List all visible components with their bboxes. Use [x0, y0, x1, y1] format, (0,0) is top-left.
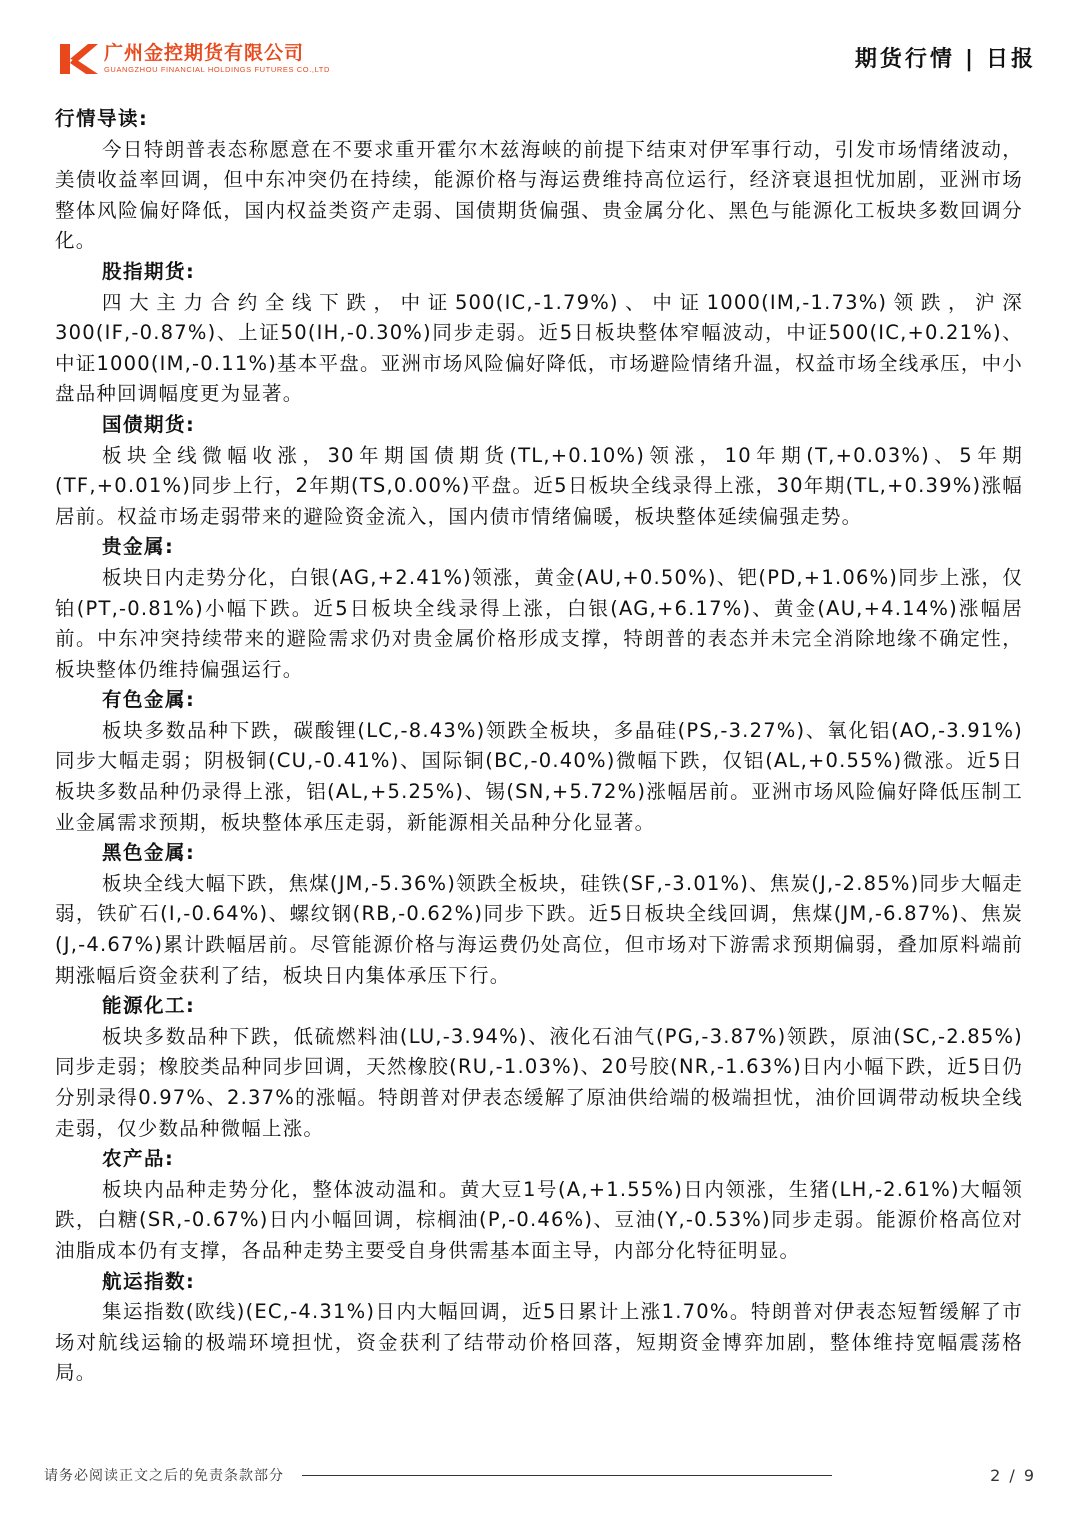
page-number: 2 / 9 — [990, 1465, 1036, 1485]
section-body-nonferrous: 板块多数品种下跌，碳酸锂(LC,-8.43%)领跌全板块，多晶硅(PS,-3.27%)、氧化铝(AO,-3.91%)同步大幅走弱；阴极铜(CU,-0.41%)、国际铜(BC,-0.40%)微幅下跌，仅铝(AL,+0.55%)微涨。近5日板块多数品种仍录得上涨，铝(AL,+5.25%)、锡(SN,+5.72%)涨幅居前。亚洲市场风险偏好降低压制工业金属需求预期，板块整体承压走弱，新能源相关品种分化显著。 — [55, 718, 1023, 834]
section-title-precious-metals: 贵金属: — [102, 535, 175, 559]
footer-rule — [302, 1475, 832, 1476]
section-body-energy-chem: 板块多数品种下跌，低硫燃料油(LU,-3.94%)、液化石油气(PG,-3.87%)领跌，原油(SC,-2.85%)同步走弱；橡胶类品种同步回调，天然橡胶(RU,-1.03%)、20号胶(NR,-1.63%)日内小幅下跌，近5日仍分别录得0.97%、2.37%的涨幅。特朗普对伊表态缓解了原油供给端的极端担忧，油价回调带动板块全线走弱，仅少数品种微幅上涨。 — [55, 1024, 1023, 1140]
section-body-treasury: 板块全线微幅收涨，30年期国债期货(TL,+0.10%)领涨，10年期(T,+0.03%)、5年期(TF,+0.01%)同步上行，2年期(TS,0.00%)平盘。近5日板块全线录得上涨，30年期(TL,+0.39%)涨幅居前。权益市场走弱带来的避险资金流入，国内债市情绪偏暖，板块整体延续偏强走势。 — [55, 443, 1023, 528]
report-body — [55, 104, 1023, 1389]
page-footer — [44, 1461, 1036, 1489]
section-title-ferrous: 黑色金属: — [102, 841, 196, 865]
section-body-stock-index: 四大主力合约全线下跌，中证500(IC,-1.79%)、中证1000(IM,-1.73%)领跌，沪深300(IF,-0.87%)、上证50(IH,-0.30%)同步走弱。近5日板块整体窄幅波动，中证500(IC,+0.21%)、中证1000(IM,-0.11%)基本平盘。亚洲市场风险偏好降低，市场避险情绪升温，权益市场全线承压，中小盘品种回调幅度更为显著。 — [55, 290, 1023, 406]
section-title-nonferrous: 有色金属: — [102, 688, 196, 712]
company-name-en: GUANGZHOU FINANCIAL HOLDINGS FUTURES CO.,LTD — [104, 65, 330, 74]
section-title-treasury: 国债期货: — [102, 412, 196, 436]
report-category: 期货行情 — [854, 47, 955, 72]
section-title-shipping: 航运指数: — [102, 1269, 196, 1293]
section-body-shipping: 集运指数(欧线)(EC,-4.31%)日内大幅回调，近5日累计上涨1.70%。特朗普对伊表态短暂缓解了市场对航线运输的极端环境担忧，资金获利了结带动价格回落，短期资金博弈加剧，整体维持宽幅震荡格局。 — [55, 1300, 1023, 1385]
section-title-agriculture: 农产品: — [102, 1147, 175, 1171]
section-body-ferrous: 板块全线大幅下跌，焦煤(JM,-5.36%)领跌全板块，硅铁(SF,-3.01%)、焦炭(J,-2.85%)同步大幅走弱，铁矿石(I,-0.64%)、螺纹钢(RB,-0.62%)同步下跌。近5日板块全线回调，焦煤(JM,-6.87%)、焦炭(J,-4.67%)累计跌幅居前。尽管能源价格与海运费仍处高位，但市场对下游需求预期偏弱，叠加原料端前期涨幅后资金获利了结，板块日内集体承压下行。 — [55, 871, 1023, 987]
company-logo — [58, 42, 330, 78]
section-body-overview: 今日特朗普表态称愿意在不要求重开霍尔木兹海峡的前提下结束对伊军事行动，引发市场情绪波动，美债收益率回调，但中东冲突仍在持续，能源价格与海运费维持高位运行，经济衰退担忧加剧，亚洲市场整体风险偏好降低，国内权益类资产走弱、国债期货偏强、贵金属分化、黑色与能源化工板块多数回调分化。 — [55, 137, 1023, 253]
section-body-agriculture: 板块内品种走势分化，整体波动温和。黄大豆1号(A,+1.55%)日内领涨，生猪(LH,-2.61%)大幅领跌，白糖(SR,-0.67%)日内小幅回调，棕榈油(P,-0.46%)、豆油(Y,-0.53%)同步走弱。能源价格高位对油脂成本仍有支撑，各品种走势主要受自身供需基本面主导，内部分化特征明显。 — [55, 1177, 1023, 1262]
report-type — [855, 42, 1036, 73]
section-body-precious-metals: 板块日内走势分化，白银(AG,+2.41%)领涨，黄金(AU,+0.50%)、钯(PD,+1.06%)同步上涨，仅铂(PT,-0.81%)小幅下跌。近5日板块全线录得上涨，白银(AG,+6.17%)、黄金(AU,+4.14%)涨幅居前。中东冲突持续带来的避险需求仍对贵金属价格形成支撑，特朗普的表态并未完全消除地缘不确定性，板块整体仍维持偏强运行。 — [55, 565, 1023, 681]
header-separator: | — [964, 47, 976, 72]
report-frequency: 日报 — [985, 47, 1036, 72]
section-title-stock-index: 股指期货: — [102, 259, 196, 283]
company-name-cn: 广州金控期货有限公司 — [104, 42, 305, 64]
section-title-overview: 行情导读: — [55, 107, 149, 130]
section-title-energy-chem: 能源化工: — [102, 994, 196, 1018]
logo-k-icon — [58, 42, 98, 76]
page-header — [0, 0, 1080, 100]
disclaimer-note: 请务必阅读正文之后的免责条款部分 — [44, 1468, 284, 1484]
